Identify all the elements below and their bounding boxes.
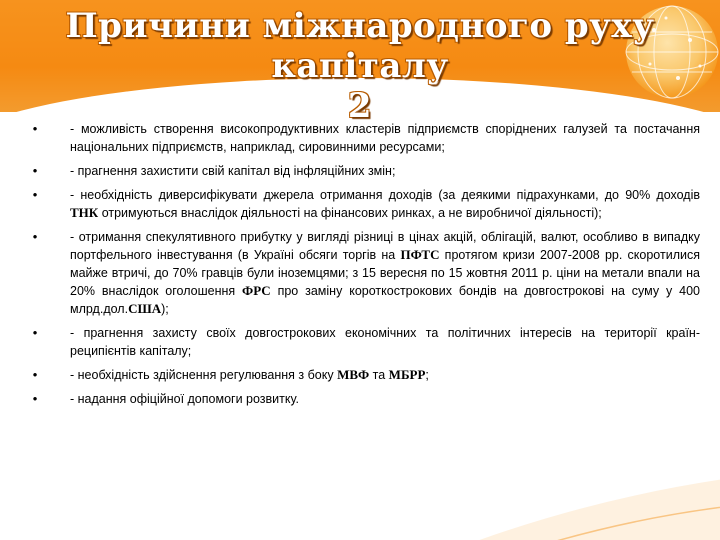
bullet-text: отримуються внаслідок діяльності на фінансових ринках, а не виробничої діяльності); (98, 206, 602, 220)
bullet-item-4 (28, 228, 700, 318)
footer-swoosh (380, 470, 720, 540)
bold-term: ПФТС (400, 247, 440, 262)
bullet-text: - необхідність диверсифікувати джерела отримання доходів (за деякими підрахунками, до 90% доходів (70, 188, 700, 202)
bullet-text: - можливість створення високопродуктивних кластерів підприємств споріднених галузей та постачання національних підприємств, наприклад, сировинними ресурсами; (70, 122, 700, 154)
bullet-list (28, 120, 700, 414)
bullet-text: - прагнення захистити свій капітал від інфляційних змін; (70, 164, 396, 178)
bullet-text: протягом кризи 2007-2008 рр. скоротилися майже втричі, до 70% гравців були іноземцями; з 15 вересня по 15 жовтня 2011 р. ціни на метали впали на 20% внаслідок оголошення (70, 248, 700, 298)
bold-term: МВФ (337, 367, 370, 382)
bullet-item-2 (28, 162, 700, 180)
bullet-text: - прагнення захисту своїх довгострокових економічних та політичних інтересів на території країн-реципієнтів капіталу; (70, 326, 700, 358)
bullet-text: ; (425, 368, 429, 382)
bullet-item-3 (28, 186, 700, 222)
bullet-icon: • (32, 367, 38, 382)
bullet-item-6 (28, 366, 700, 384)
bullet-text: - отримання спекулятивного прибутку у вигляді різниці в цінах акцій, облігацій, валют, особливо в випадку портфельного інвестування (в Україні обсяги торгів на (70, 230, 700, 262)
bullet-text: ); (161, 302, 169, 316)
bold-term: США (128, 301, 162, 316)
bullet-icon: • (32, 391, 38, 406)
bullet-text: та (369, 368, 389, 382)
bullet-item-5 (28, 324, 700, 360)
bold-term: МБРР (388, 367, 426, 382)
bullet-item-1 (28, 120, 700, 156)
bullet-icon: • (32, 229, 38, 244)
bold-term: ТНК (70, 205, 99, 220)
bullet-icon: • (32, 163, 38, 178)
bullet-text: - необхідність здійснення регулювання з боку (70, 368, 338, 382)
title-line-2: 2 (347, 86, 373, 126)
bullet-icon: • (32, 121, 38, 136)
bullet-icon: • (32, 187, 38, 202)
slide-title (0, 6, 720, 126)
bullet-text: - надання офіційної допомоги розвитку. (70, 392, 299, 406)
bullet-item-7 (28, 390, 700, 408)
bold-term: ФРС (242, 283, 271, 298)
bullet-text: про заміну короткострокових бондів на довгострокові на суму у 400 млрд.дол. (70, 284, 701, 316)
title-line-1: Причини міжнародного руху капіталу (65, 6, 655, 86)
bullet-icon: • (32, 325, 38, 340)
